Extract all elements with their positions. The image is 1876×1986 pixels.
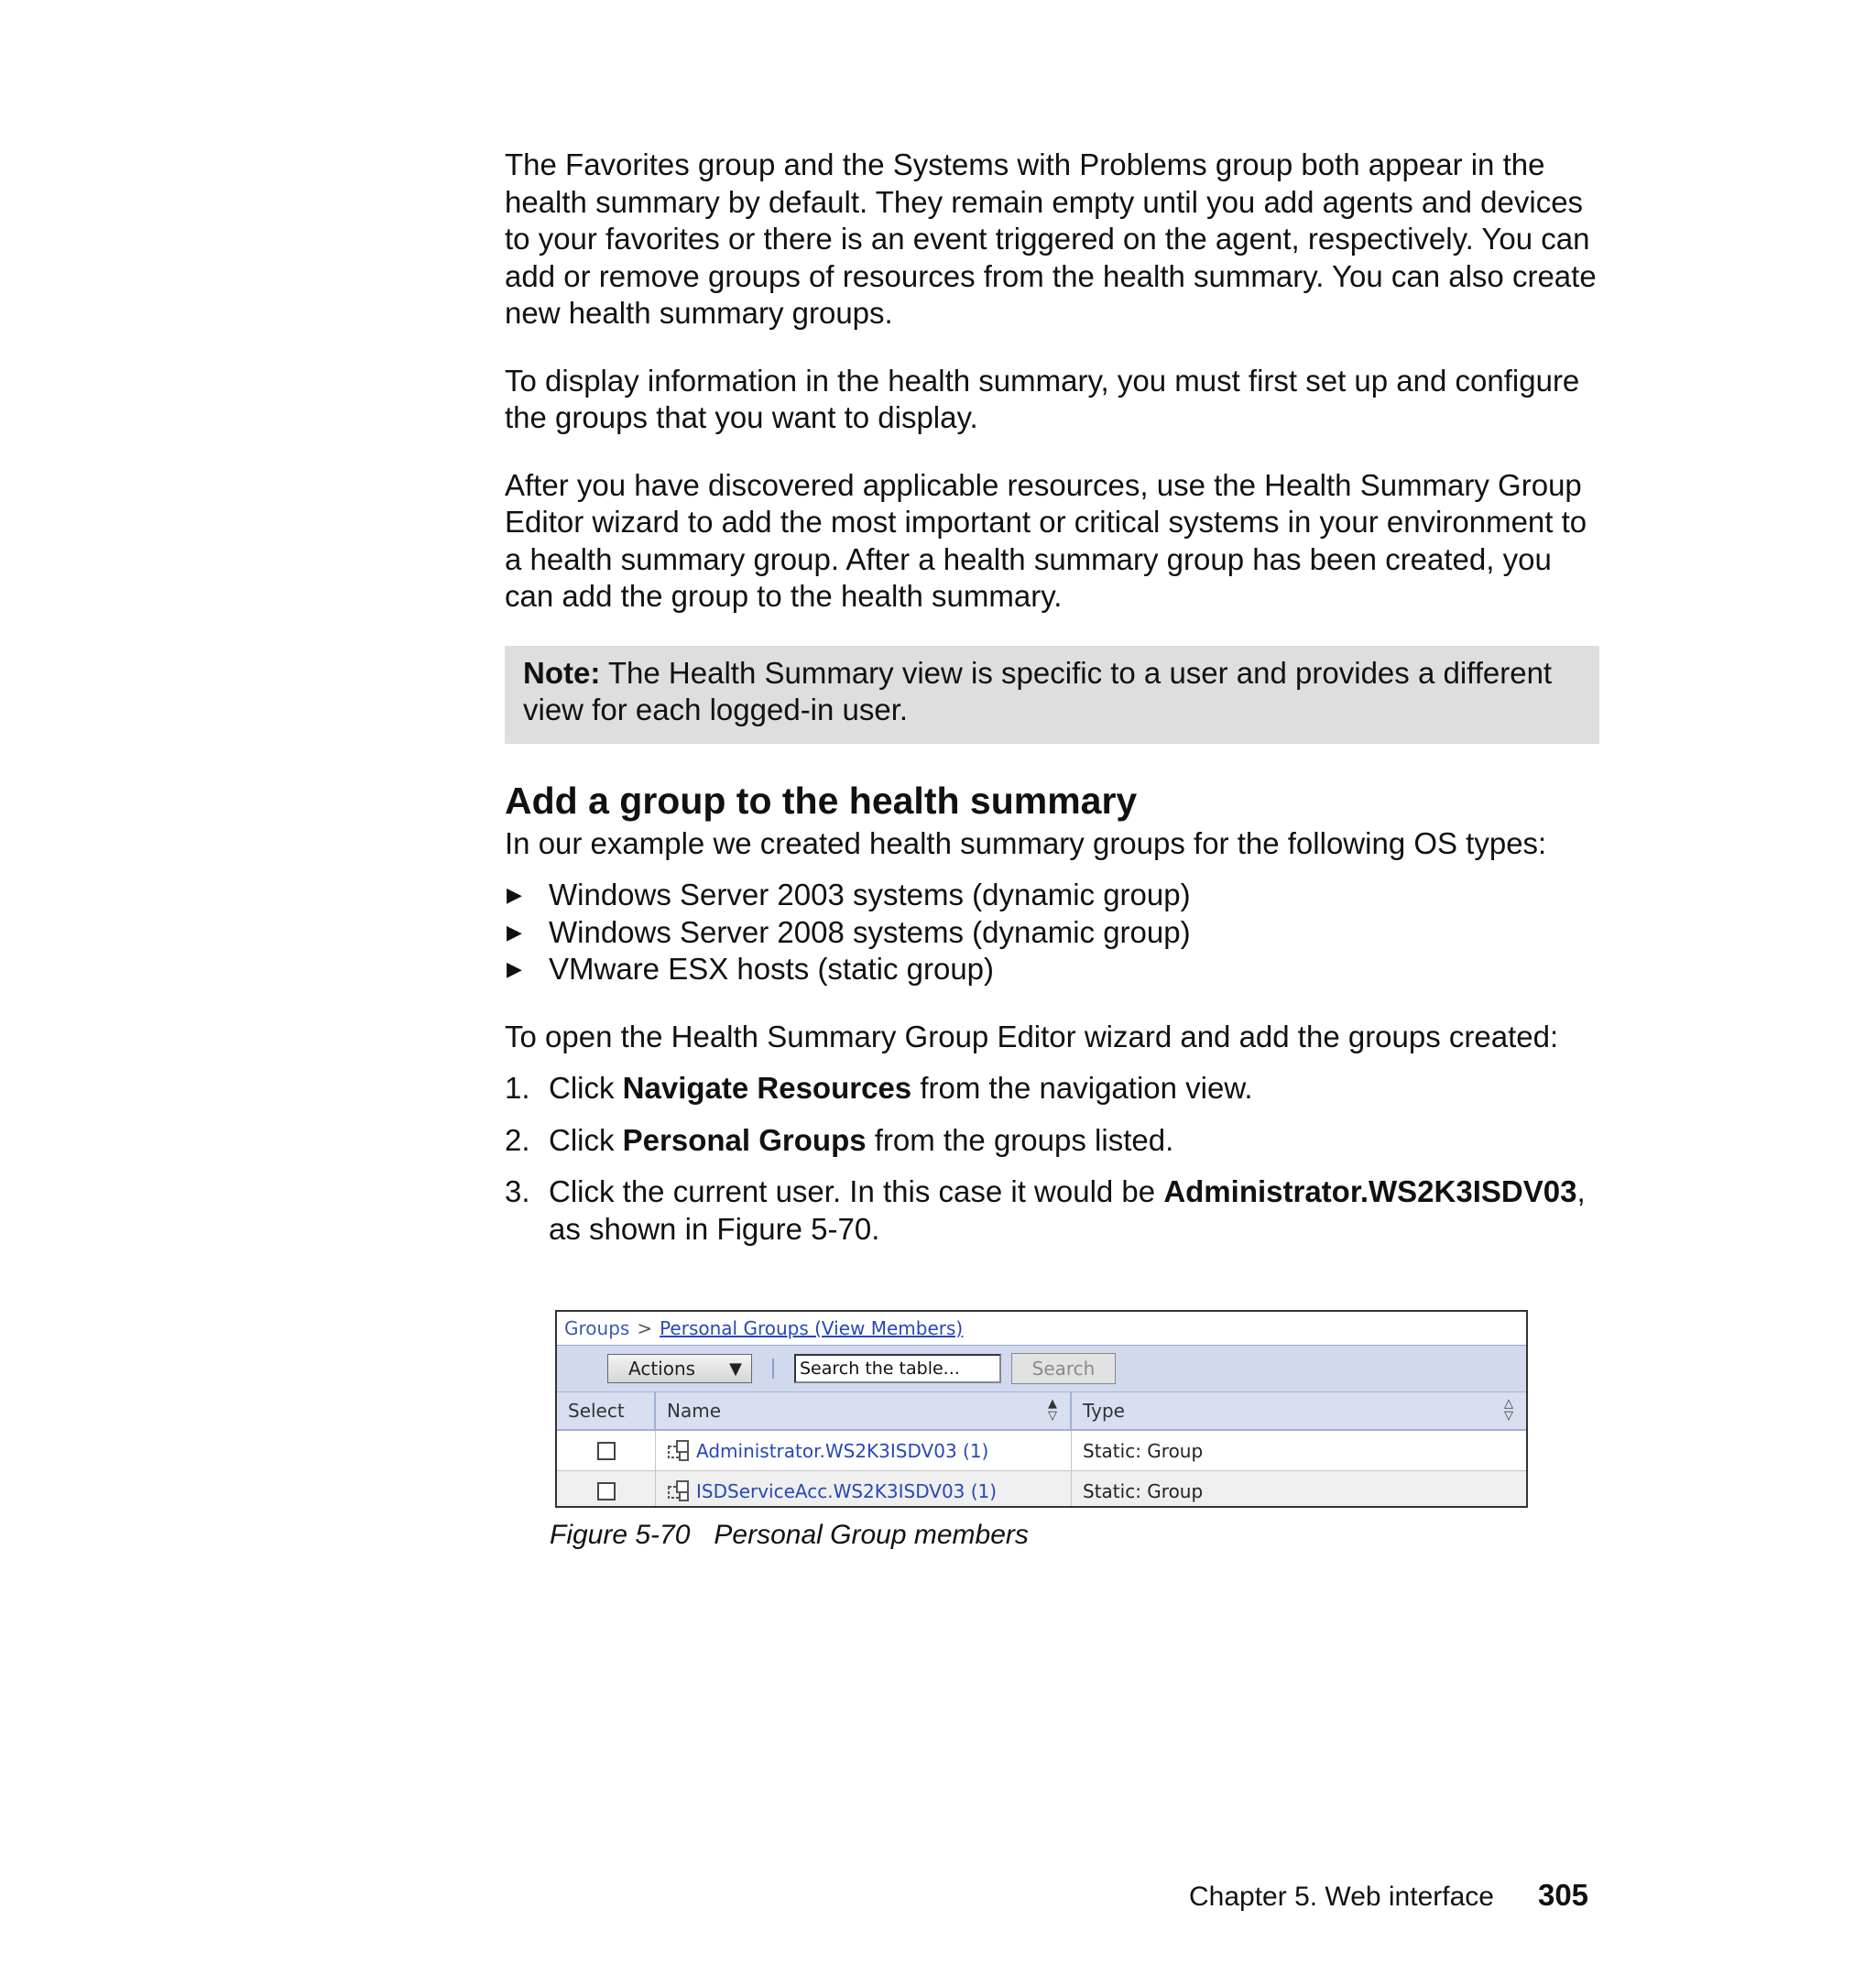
group-name-link[interactable]: ISDServiceAcc.WS2K3ISDV03 (1)	[696, 1479, 998, 1502]
list-item-text: VMware ESX hosts (static group)	[549, 952, 995, 986]
row-checkbox[interactable]	[597, 1482, 616, 1500]
select-cell	[557, 1471, 656, 1508]
table-header	[557, 1391, 1526, 1431]
step-bold-text: Personal Groups	[622, 1122, 867, 1157]
step-number: 3.	[505, 1174, 530, 1208]
column-header-name[interactable]	[656, 1392, 1072, 1429]
column-header-name-label: Name	[667, 1400, 722, 1422]
row-checkbox[interactable]	[597, 1442, 616, 1460]
paragraph-3: After you have discovered applicable resources, use the Health Summary Group Editor wizard to add the most important or critical systems in your environment to a health summary group. After a health summary group has been created, you can add the group to the health summary.	[505, 467, 1587, 613]
group-icon	[667, 1479, 691, 1503]
personal-groups-figure	[555, 1310, 1528, 1508]
step-number: 2.	[505, 1122, 530, 1157]
sort-arrows-icon[interactable]: △ ▽	[1504, 1397, 1513, 1423]
section-intro: In our example we created health summary groups for the following OS types:	[505, 825, 1547, 860]
figure-caption	[550, 1520, 1029, 1551]
name-cell[interactable]	[656, 1431, 1072, 1470]
table-row	[557, 1471, 1526, 1508]
note-box	[505, 646, 1599, 744]
column-header-select: Select	[557, 1392, 656, 1429]
breadcrumb-groups-link[interactable]: Groups	[564, 1317, 630, 1339]
group-icon	[667, 1439, 691, 1463]
search-button[interactable]: Search	[1011, 1353, 1116, 1384]
paragraph-2: To display information in the health summary, you must first set up and configure the groups that you want to display.	[505, 363, 1580, 434]
step-number: 1.	[505, 1071, 530, 1105]
step-text: from the groups listed.	[866, 1122, 1174, 1157]
note-text: The Health Summary view is specific to a user and provides a different view for each logged-in user.	[523, 655, 1553, 726]
sort-arrows-icon[interactable]: ▲ ▽	[1048, 1397, 1057, 1423]
group-name-link[interactable]: Administrator.WS2K3ISDV03 (1)	[696, 1439, 989, 1462]
step-text: from the navigation view.	[911, 1071, 1253, 1105]
step-text: , as shown in Figure 5-70.	[549, 1174, 1586, 1246]
type-cell: Static: Group	[1083, 1439, 1204, 1462]
actions-label: Actions	[628, 1358, 696, 1380]
step-bold-text: Navigate Resources	[622, 1071, 912, 1105]
os-type-list	[505, 877, 1599, 988]
step-item	[505, 1122, 1599, 1160]
paragraph-1: The Favorites group and the Systems with Problems group both appear in the health summary by default. They remain empty until you add agents and devices to your favorites or there is an event triggered on the agent, respectively. You can add or remove groups of resources from the health summary. You can also create new health summary groups.	[505, 147, 1597, 330]
select-cell	[557, 1431, 656, 1470]
search-input[interactable]	[794, 1354, 1001, 1383]
step-text: Click the current user. In this case it would be	[549, 1174, 1164, 1208]
list-item	[505, 914, 1599, 952]
footer-chapter: Chapter 5. Web interface	[1189, 1882, 1494, 1912]
name-cell[interactable]	[656, 1471, 1072, 1508]
column-header-type-label: Type	[1083, 1400, 1125, 1422]
toolbar-divider	[772, 1359, 774, 1379]
steps-list	[505, 1070, 1599, 1248]
step-item	[505, 1173, 1599, 1248]
table-toolbar	[557, 1345, 1526, 1391]
steps-lead: To open the Health Summary Group Editor wizard and add the groups created:	[505, 1019, 1559, 1053]
list-item-text: Windows Server 2008 systems (dynamic group)	[549, 914, 1191, 949]
actions-dropdown[interactable]	[607, 1354, 752, 1383]
figure-caption-number: Figure 5-70	[550, 1520, 691, 1550]
list-item-text: Windows Server 2003 systems (dynamic group)	[549, 878, 1191, 911]
breadcrumb	[557, 1312, 1526, 1345]
note-label: Note:	[523, 655, 601, 690]
bullet-triangle-icon: ▶	[507, 957, 522, 980]
section-heading: Add a group to the health summary	[505, 779, 1138, 822]
column-header-type[interactable]	[1072, 1392, 1526, 1429]
step-text: Click	[549, 1122, 623, 1157]
type-cell: Static: Group	[1083, 1479, 1204, 1502]
step-text: Click	[549, 1071, 623, 1105]
breadcrumb-separator: >	[637, 1317, 653, 1339]
breadcrumb-personal-groups-link[interactable]: Personal Groups (View Members)	[660, 1317, 964, 1339]
table-row	[557, 1431, 1526, 1471]
step-bold-text: Administrator.WS2K3ISDV03	[1163, 1174, 1577, 1208]
bullet-triangle-icon: ▶	[507, 920, 522, 944]
page-footer	[1189, 1878, 1588, 1913]
step-item	[505, 1070, 1599, 1108]
bullet-triangle-icon: ▶	[507, 883, 522, 906]
page-content	[505, 147, 1599, 1262]
list-item	[505, 951, 1599, 988]
triangle-down-icon: ▼	[729, 1359, 742, 1379]
page-number: 305	[1537, 1878, 1589, 1912]
figure-caption-text: Personal Group members	[714, 1520, 1029, 1550]
list-item	[505, 877, 1599, 914]
